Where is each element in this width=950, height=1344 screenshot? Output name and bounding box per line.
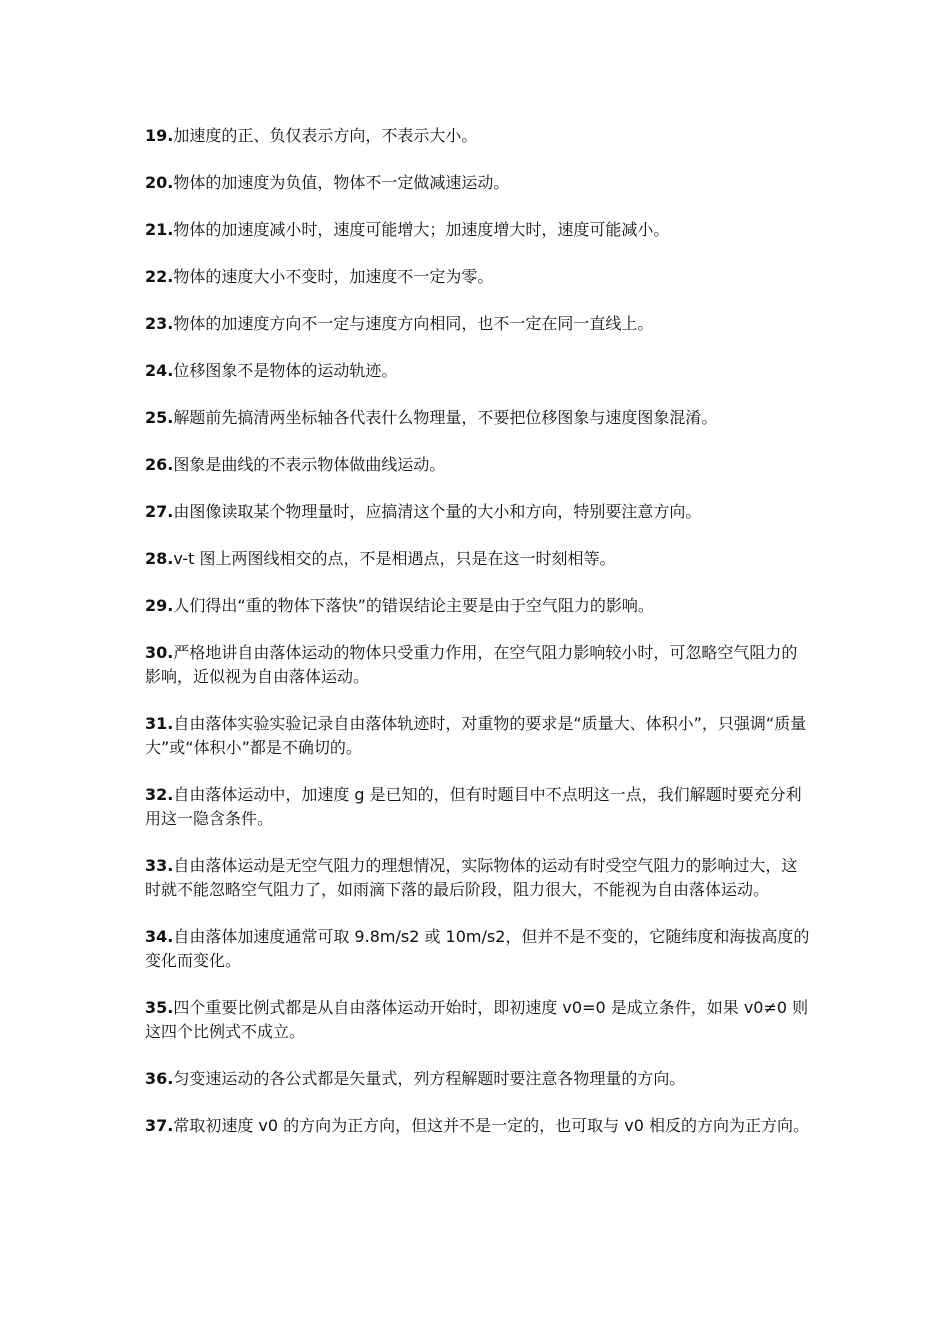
list-item: [145, 854, 810, 902]
item-number: 19.: [145, 126, 174, 145]
item-number: 31.: [145, 714, 174, 733]
item-text: 由图像读取某个物理量时，应搞清这个量的大小和方向，特别要注意方向。: [173, 502, 702, 521]
item-text: 解题前先搞清两坐标轴各代表什么物理量，不要把位移图象与速度图象混淆。: [173, 408, 718, 427]
list-item: [145, 1114, 810, 1138]
item-number: 29.: [145, 596, 174, 615]
list-item: [145, 925, 810, 973]
item-number: 30.: [145, 643, 174, 662]
item-number: 23.: [145, 314, 174, 333]
item-text: 人们得出“重的物体下落快”的错误结论主要是由于空气阻力的影响。: [173, 596, 654, 615]
item-text: 物体的速度大小不变时，加速度不一定为零。: [173, 267, 494, 286]
item-text: 物体的加速度方向不一定与速度方向相同，也不一定在同一直线上。: [173, 314, 654, 333]
item-number: 34.: [145, 927, 174, 946]
list-item: [145, 265, 810, 289]
item-number: 32.: [145, 785, 174, 804]
item-text: 常取初速度 v0 的方向为正方向，但这并不是一定的，也可取与 v0 相反的方向为正方向。: [173, 1116, 809, 1135]
item-number: 20.: [145, 173, 174, 192]
list-item: [145, 547, 810, 571]
item-text: 物体的加速度减小时，速度可能增大；加速度增大时，速度可能减小。: [173, 220, 670, 239]
item-number: 21.: [145, 220, 174, 239]
list-item: [145, 312, 810, 336]
list-item: [145, 453, 810, 477]
list-item: [145, 359, 810, 383]
item-number: 26.: [145, 455, 174, 474]
item-text: v-t 图上两图线相交的点，不是相遇点，只是在这一时刻相等。: [173, 549, 616, 568]
list-item: [145, 783, 810, 831]
list-item: [145, 218, 810, 242]
item-number: 22.: [145, 267, 174, 286]
list-item: [145, 171, 810, 195]
list-item: [145, 124, 810, 148]
item-number: 36.: [145, 1069, 174, 1088]
item-number: 28.: [145, 549, 174, 568]
item-number: 24.: [145, 361, 174, 380]
item-text: 匀变速运动的各公式都是矢量式，列方程解题时要注意各物理量的方向。: [173, 1069, 686, 1088]
item-text: 图象是曲线的不表示物体做曲线运动。: [173, 455, 446, 474]
item-text: 自由落体运动是无空气阻力的理想情况，实际物体的运动有时受空气阻力的影响过大，这时就不能忽略空气阻力了，如雨滴下落的最后阶段，阻力很大，不能视为自由落体运动。: [145, 856, 798, 899]
item-text: 自由落体加速度通常可取 9.8m/s2 或 10m/s2，但并不是不变的，它随纬度和海拔高度的变化而变化。: [145, 927, 810, 970]
item-text: 物体的加速度为负值，物体不一定做减速运动。: [173, 173, 510, 192]
list-item: [145, 641, 810, 689]
list-item: [145, 406, 810, 430]
item-text: 严格地讲自由落体运动的物体只受重力作用，在空气阻力影响较小时，可忽略空气阻力的影响，近似视为自由落体运动。: [145, 643, 798, 686]
item-text: 四个重要比例式都是从自由落体运动开始时，即初速度 v0=0 是成立条件，如果 v0≠0 则这四个比例式不成立。: [145, 998, 809, 1041]
item-number: 35.: [145, 998, 174, 1017]
item-text: 自由落体运动中，加速度 g 是已知的，但有时题目中不点明这一点，我们解题时要充分利用这一隐含条件。: [145, 785, 802, 828]
list-item: [145, 1067, 810, 1091]
list-item: [145, 712, 810, 760]
item-text: 加速度的正、负仅表示方向，不表示大小。: [173, 126, 478, 145]
item-number: 27.: [145, 502, 174, 521]
item-number: 37.: [145, 1116, 174, 1135]
item-list: [145, 124, 810, 1161]
item-text: 位移图象不是物体的运动轨迹。: [173, 361, 398, 380]
list-item: [145, 594, 810, 618]
item-number: 25.: [145, 408, 174, 427]
item-text: 自由落体实验实验记录自由落体轨迹时，对重物的要求是“质量大、体积小”，只强调“质量大”或“体积小”都是不确切的。: [145, 714, 807, 757]
list-item: [145, 500, 810, 524]
item-number: 33.: [145, 856, 174, 875]
list-item: [145, 996, 810, 1044]
